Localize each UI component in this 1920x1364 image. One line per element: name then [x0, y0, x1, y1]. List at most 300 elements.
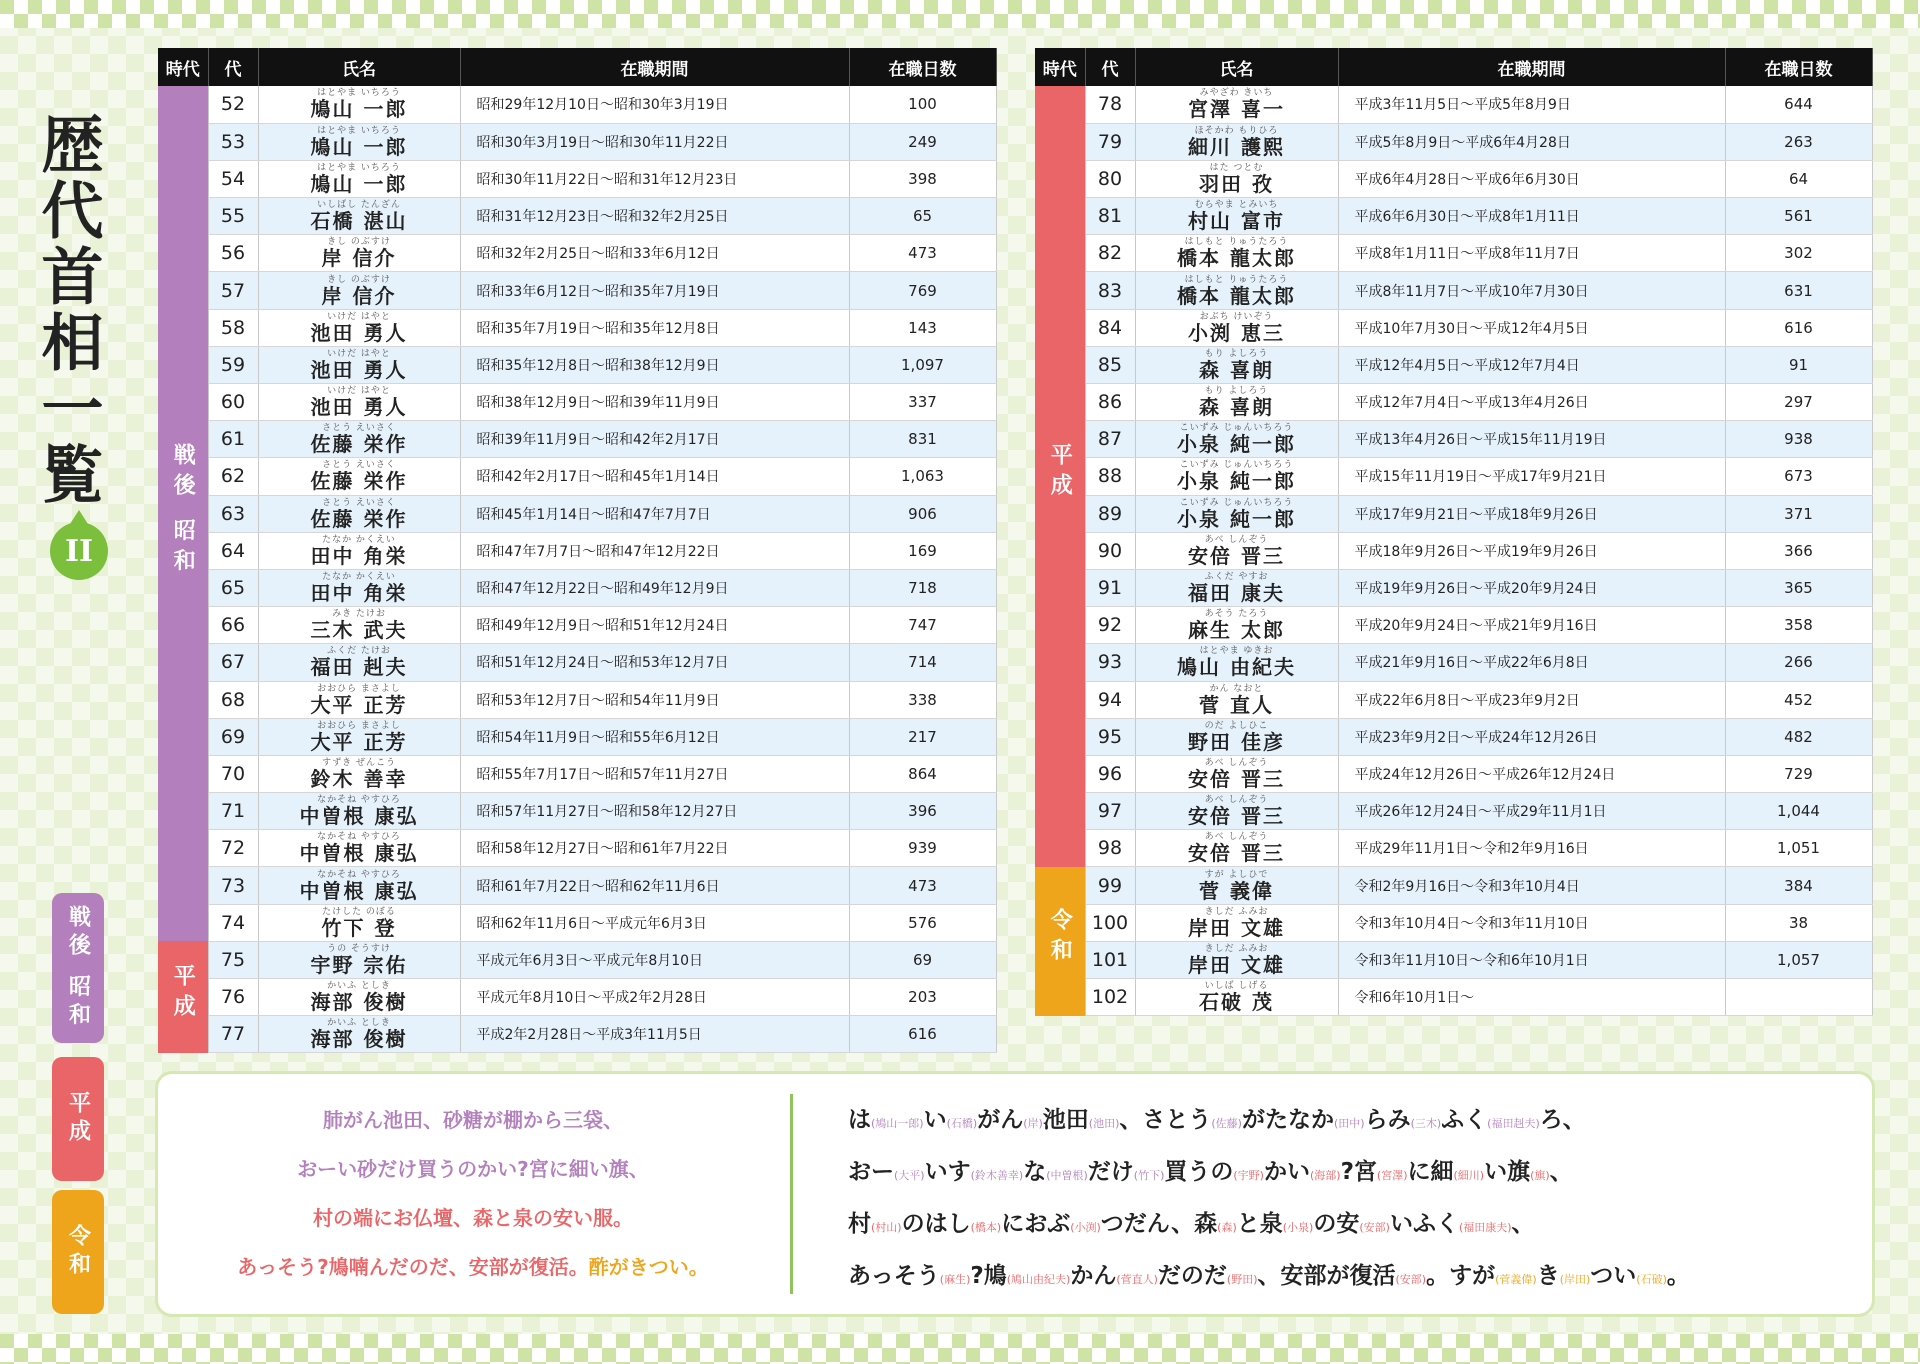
era-label: 令和: [1047, 908, 1073, 969]
column-header: 在職期間: [460, 48, 849, 86]
pm-kanji: 石破 茂: [1199, 990, 1274, 1015]
table-row: [1035, 123, 1872, 160]
pm-number: 71: [208, 793, 258, 830]
pm-number: 82: [1085, 235, 1135, 272]
pm-name: [1136, 200, 1338, 234]
pm-days: 69: [849, 941, 996, 978]
pm-days: 302: [1725, 235, 1872, 272]
pm-number: 59: [208, 346, 258, 383]
pm-kanji: 細川 護熙: [1188, 134, 1285, 159]
column-header: 時代: [158, 48, 208, 86]
pm-kanji: 橋本 龍太郎: [1177, 283, 1296, 308]
pm-reading: はた つとむ: [1209, 162, 1264, 173]
pm-name-cell: [1135, 198, 1338, 235]
table-row: [158, 607, 996, 644]
pm-name-cell: [1135, 86, 1338, 123]
table-row: [158, 718, 996, 755]
table-row: [1035, 718, 1872, 755]
pm-name: [259, 609, 460, 643]
breakdown-note: (菅義偉): [1495, 1273, 1537, 1286]
pm-kanji: 中曽根 康弘: [299, 878, 419, 903]
pm-term: 昭和42年2月17日〜昭和45年1月14日: [460, 458, 849, 495]
pm-number: 69: [208, 718, 258, 755]
table-row: [1035, 569, 1872, 606]
pm-number: 54: [208, 160, 258, 197]
pm-term: 平成26年12月24日〜平成29年11月1日: [1338, 793, 1725, 830]
mnemonic-panel: [158, 1074, 1872, 1314]
pm-name-cell: [258, 346, 460, 383]
pm-reading: あべ しんぞう: [1204, 795, 1269, 806]
pm-reading: おおひら まさよし: [317, 720, 401, 731]
pm-name-cell: [258, 86, 460, 123]
table-row: [1035, 495, 1872, 532]
breakdown-text: は: [848, 1107, 871, 1133]
breakdown-text: 、さとう: [1119, 1107, 1212, 1133]
breakdown-note: (中曽根): [1046, 1169, 1088, 1182]
pm-name: [1136, 832, 1338, 866]
pm-reading: きし のぶすけ: [327, 237, 391, 248]
column-header: 代: [1085, 48, 1135, 86]
pm-term: 昭和54年11月9日〜昭和55年6月12日: [460, 718, 849, 755]
table-row: [1035, 867, 1872, 904]
breakdown-note: (森): [1217, 1221, 1237, 1234]
left-pm-table: [158, 48, 997, 1053]
table-row: [158, 123, 996, 160]
pm-kanji: 鳩山 由紀夫: [1177, 655, 1296, 680]
pm-reading: いしばし たんざん: [317, 200, 401, 211]
table-row: [158, 681, 996, 718]
pm-days: 718: [849, 569, 996, 606]
pm-term: 平成元年6月3日〜平成元年8月10日: [460, 941, 849, 978]
era-label: 平成: [170, 964, 196, 1025]
pm-reading: たけした のぼる: [322, 906, 396, 917]
breakdown-note: (福田康夫): [1458, 1221, 1512, 1234]
pm-name: [259, 127, 460, 157]
breakdown-note: (小泉): [1282, 1221, 1314, 1234]
breakdown-text: ふく: [1441, 1107, 1488, 1133]
pm-number: 94: [1085, 681, 1135, 718]
pm-reading: たなか かくえい: [322, 534, 396, 545]
era-cell: [158, 86, 208, 941]
pm-reading: もり よしろう: [1204, 348, 1269, 359]
pm-term: 昭和61年7月22日〜昭和62年11月6日: [460, 867, 849, 904]
pm-reading: おぶち けいぞう: [1199, 311, 1274, 322]
breakdown-note: (野田): [1226, 1273, 1258, 1286]
pm-number: 78: [1085, 86, 1135, 123]
breakdown-line: [848, 1094, 1858, 1146]
table-row: [1035, 384, 1872, 421]
pm-term: 平成24年12月26日〜平成26年12月24日: [1338, 755, 1725, 792]
table-row: [158, 272, 996, 309]
pm-reading: ほそかわ もりひろ: [1194, 125, 1279, 136]
pm-reading: すずき ぜんこう: [322, 757, 396, 768]
pm-name-cell: [1135, 830, 1338, 867]
table-row: [1035, 272, 1872, 309]
checker-border-bottom: [0, 1334, 1920, 1364]
pm-number: 67: [208, 644, 258, 681]
pm-name: [1136, 572, 1338, 606]
breakdown-text: つい: [1590, 1263, 1637, 1289]
pm-name: [259, 722, 460, 752]
pm-days: 91: [1725, 346, 1872, 383]
pm-name: [1136, 759, 1338, 789]
pm-reading: あべ しんぞう: [1204, 832, 1269, 843]
breakdown-note: (小渕): [1070, 1221, 1101, 1234]
pm-days: 631: [1725, 272, 1872, 309]
pm-reading: いしば しげる: [1204, 981, 1269, 992]
header-row: [158, 48, 996, 86]
pm-number: 64: [208, 532, 258, 569]
pm-term: 昭和47年7月7日〜昭和47年12月22日: [460, 532, 849, 569]
pm-days: 644: [1725, 86, 1872, 123]
pm-name: [259, 685, 460, 715]
pm-reading: もり よしろう: [1204, 386, 1269, 397]
pm-name: [259, 795, 460, 829]
pm-name-cell: [1135, 755, 1338, 792]
pm-name: [1136, 164, 1338, 194]
pm-name-cell: [258, 495, 460, 532]
pm-reading: たなか かくえい: [322, 572, 396, 583]
pm-number: 90: [1085, 532, 1135, 569]
pm-reading: いけだ はやと: [327, 348, 391, 359]
pm-number: 80: [1085, 160, 1135, 197]
pm-number: 96: [1085, 755, 1135, 792]
pm-reading: みやざわ きいち: [1199, 88, 1274, 99]
pm-number: 52: [208, 86, 258, 123]
table-row: [158, 309, 996, 346]
breakdown-text: だけ: [1087, 1159, 1134, 1185]
header-row: [1035, 48, 1872, 86]
pm-kanji: 福田 赳夫: [310, 655, 408, 680]
pm-name: [1136, 127, 1338, 157]
right-pm-table: [1035, 48, 1873, 1016]
pm-number: 65: [208, 569, 258, 606]
pm-kanji: 橋本 龍太郎: [1177, 246, 1296, 271]
era-label: 戦後 昭和: [170, 442, 196, 579]
pm-days: 384: [1725, 867, 1872, 904]
breakdown-text: らみ: [1364, 1107, 1411, 1133]
table-row: [1035, 235, 1872, 272]
breakdown-text: ?鳩: [970, 1263, 1007, 1289]
pm-number: 93: [1085, 644, 1135, 681]
pm-days: 1,063: [849, 458, 996, 495]
verse-segment: 酢がきつい。: [588, 1255, 709, 1279]
pm-days: 938: [1725, 421, 1872, 458]
pm-reading: あべ しんぞう: [1204, 534, 1269, 545]
pm-name-cell: [258, 718, 460, 755]
table-row: [158, 644, 996, 681]
pm-name-cell: [1135, 867, 1338, 904]
pm-reading: さとう えいさく: [322, 460, 396, 471]
pm-name-cell: [1135, 718, 1338, 755]
pm-kanji: 大平 正芳: [310, 729, 408, 754]
pm-term: 昭和45年1月14日〜昭和47年7月7日: [460, 495, 849, 532]
mnemonic-breakdown: [848, 1094, 1858, 1302]
pm-term: 平成5年8月9日〜平成6年4月28日: [1338, 123, 1725, 160]
pm-number: 57: [208, 272, 258, 309]
era-cell: [1035, 86, 1085, 867]
pm-term: 昭和32年2月25日〜昭和33年6月12日: [460, 235, 849, 272]
pm-term: 昭和51年12月24日〜昭和53年12月7日: [460, 644, 849, 681]
table-row: [158, 1016, 996, 1053]
pm-days: 338: [849, 681, 996, 718]
pm-name: [259, 759, 460, 789]
pm-kanji: 森 喜朗: [1199, 395, 1274, 420]
breakdown-text: 、安部が復活: [1257, 1263, 1396, 1289]
pm-name-cell: [1135, 384, 1338, 421]
pm-number: 86: [1085, 384, 1135, 421]
pm-term: 平成21年9月16日〜平成22年6月8日: [1338, 644, 1725, 681]
breakdown-text: かん: [1070, 1263, 1117, 1289]
pm-term: 昭和58年12月27日〜昭和61年7月22日: [460, 830, 849, 867]
pm-days: 473: [849, 235, 996, 272]
breakdown-note: (田中): [1333, 1117, 1365, 1130]
verse-line: [158, 1243, 788, 1292]
pm-name: [1136, 276, 1338, 306]
breakdown-note: (橋本): [970, 1221, 1002, 1234]
era-cell: [1035, 867, 1085, 1016]
pm-number: 79: [1085, 123, 1135, 160]
breakdown-text: と泉: [1236, 1211, 1283, 1237]
pm-kanji: 鳩山 一郎: [310, 134, 408, 159]
pm-kanji: 小渕 恵三: [1188, 320, 1285, 345]
breakdown-note: (池田): [1088, 1117, 1120, 1130]
pm-kanji: 大平 正芳: [310, 692, 408, 717]
pm-name-cell: [1135, 607, 1338, 644]
pm-number: 68: [208, 681, 258, 718]
pm-days: 365: [1725, 569, 1872, 606]
table-row: [1035, 458, 1872, 495]
pm-name-cell: [258, 123, 460, 160]
pm-number: 101: [1085, 941, 1135, 978]
pm-term: 平成29年11月1日〜令和2年9月16日: [1338, 830, 1725, 867]
pm-term: 平成12年4月5日〜平成12年7月4日: [1338, 346, 1725, 383]
pm-reading: かん なおと: [1209, 683, 1264, 694]
table-row: [1035, 532, 1872, 569]
pm-name-cell: [258, 309, 460, 346]
breakdown-text: がん: [977, 1107, 1024, 1133]
pm-name-cell: [258, 569, 460, 606]
table-row: [158, 160, 996, 197]
breakdown-note: (鳩山一郎): [871, 1117, 924, 1130]
pm-reading: うの そうすけ: [327, 943, 391, 954]
pm-term: 昭和47年12月22日〜昭和49年12月9日: [460, 569, 849, 606]
pm-name-cell: [258, 904, 460, 941]
verse-line: 村の端にお仏壇、森と泉の安い服。: [313, 1206, 633, 1230]
table-row: [1035, 160, 1872, 197]
breakdown-text: の安: [1313, 1211, 1360, 1237]
pm-name-cell: [1135, 123, 1338, 160]
pm-days: 266: [1725, 644, 1872, 681]
breakdown-text: のはし: [901, 1211, 971, 1237]
pm-number: 85: [1085, 346, 1135, 383]
pm-kanji: 岸田 文雄: [1188, 952, 1285, 977]
legend-tab: 平成: [52, 1057, 104, 1181]
pm-number: 70: [208, 755, 258, 792]
pm-kanji: 佐藤 栄作: [310, 506, 408, 531]
pm-name-cell: [258, 830, 460, 867]
pm-name: [259, 536, 460, 566]
pm-reading: はとやま いちろう: [317, 162, 401, 173]
pm-number: 77: [208, 1016, 258, 1053]
breakdown-text: だのだ: [1157, 1263, 1227, 1289]
pm-days: 473: [849, 867, 996, 904]
pm-number: 84: [1085, 309, 1135, 346]
pm-number: 88: [1085, 458, 1135, 495]
breakdown-text: がたなか: [1241, 1107, 1334, 1133]
table-row: [1035, 607, 1872, 644]
pm-name: [259, 200, 460, 234]
pm-name-cell: [1135, 569, 1338, 606]
pm-name: [1136, 88, 1338, 122]
column-header: 在職日数: [849, 48, 996, 86]
pm-number: 75: [208, 941, 258, 978]
pm-days: 616: [849, 1016, 996, 1053]
pm-reading: きし のぶすけ: [327, 274, 391, 285]
pm-kanji: 宮澤 喜一: [1188, 97, 1285, 122]
pm-days: 65: [849, 198, 996, 235]
pm-name: [1136, 981, 1338, 1015]
pm-days: 358: [1725, 607, 1872, 644]
breakdown-note: (鳩山由紀夫): [1006, 1273, 1071, 1286]
pm-name: [1136, 460, 1338, 494]
pm-name: [1136, 646, 1338, 680]
pm-name-cell: [1135, 793, 1338, 830]
breakdown-text: あっそう: [848, 1263, 940, 1289]
table-row: [1035, 904, 1872, 941]
pm-term: 昭和55年7月17日〜昭和57年11月27日: [460, 755, 849, 792]
pm-reading: はとやま いちろう: [317, 88, 401, 99]
breakdown-text: な: [1023, 1159, 1047, 1185]
table-row: [158, 941, 996, 978]
breakdown-note: (三木): [1410, 1117, 1442, 1130]
pm-days: 452: [1725, 681, 1872, 718]
pm-term: 昭和62年11月6日〜平成元年6月3日: [460, 904, 849, 941]
legend-tab: 戦後 昭和: [52, 893, 104, 1043]
pm-kanji: 菅 義偉: [1199, 878, 1274, 903]
table-row: [1035, 644, 1872, 681]
breakdown-text: ろ、: [1539, 1107, 1586, 1133]
pm-term: 令和3年10月4日〜令和3年11月10日: [1338, 904, 1725, 941]
pm-number: 83: [1085, 272, 1135, 309]
pm-name-cell: [258, 198, 460, 235]
table-row: [1035, 86, 1872, 123]
breakdown-text: おー: [848, 1159, 894, 1185]
pm-name: [1136, 536, 1338, 566]
table-row: [1035, 681, 1872, 718]
breakdown-note: (岸田): [1559, 1273, 1591, 1286]
pm-name: [259, 572, 460, 606]
table-row: [158, 793, 996, 830]
pm-name: [1136, 908, 1338, 938]
pm-name-cell: [1135, 421, 1338, 458]
table-row: [158, 979, 996, 1016]
pm-days: 203: [849, 979, 996, 1016]
table-row: [1035, 830, 1872, 867]
pm-term: 昭和29年12月10日〜昭和30年3月19日: [460, 86, 849, 123]
pm-name: [1136, 386, 1338, 420]
pm-term: 平成6年4月28日〜平成6年6月30日: [1338, 160, 1725, 197]
pm-name: [259, 1018, 460, 1052]
breakdown-note: (竹下): [1133, 1169, 1165, 1182]
pm-name: [1136, 685, 1338, 715]
checker-border-top: [0, 0, 1920, 28]
pm-days: 143: [849, 309, 996, 346]
pm-name-cell: [258, 235, 460, 272]
pm-number: 73: [208, 867, 258, 904]
pm-term: 昭和49年12月9日〜昭和51年12月24日: [460, 607, 849, 644]
pm-days: 939: [849, 830, 996, 867]
pm-kanji: 森 喜朗: [1199, 357, 1274, 382]
pm-name-cell: [1135, 644, 1338, 681]
breakdown-text: いふく: [1389, 1211, 1459, 1237]
pm-term: 平成10年7月30日〜平成12年4月5日: [1338, 309, 1725, 346]
pm-name: [259, 871, 460, 901]
pm-reading: むらやま とみいち: [1194, 200, 1279, 211]
pm-number: 58: [208, 309, 258, 346]
breakdown-text: いす: [924, 1159, 971, 1185]
pm-name-cell: [258, 384, 460, 421]
pm-days: 616: [1725, 309, 1872, 346]
panel-divider: [790, 1094, 793, 1294]
pm-days: 831: [849, 421, 996, 458]
pm-name-cell: [1135, 904, 1338, 941]
pm-days: 576: [849, 904, 996, 941]
pm-kanji: 小泉 純一郎: [1177, 506, 1296, 531]
pm-days: 263: [1725, 123, 1872, 160]
pm-kanji: 池田 勇人: [310, 395, 408, 420]
pm-name-cell: [258, 421, 460, 458]
breakdown-text: に細: [1407, 1159, 1454, 1185]
pm-number: 98: [1085, 830, 1135, 867]
pm-kanji: 佐藤 栄作: [310, 469, 408, 494]
pm-kanji: 麻生 太郎: [1188, 618, 1285, 643]
pm-number: 92: [1085, 607, 1135, 644]
table-row: [158, 495, 996, 532]
pm-days: 906: [849, 495, 996, 532]
pm-days: 366: [1725, 532, 1872, 569]
pm-term: 昭和30年11月22日〜昭和31年12月23日: [460, 160, 849, 197]
pm-term: 平成23年9月2日〜平成24年12月26日: [1338, 718, 1725, 755]
pm-name: [1136, 945, 1338, 975]
pm-name-cell: [258, 272, 460, 309]
pm-name-cell: [1135, 272, 1338, 309]
pm-kanji: 菅 直人: [1199, 692, 1274, 717]
pm-kanji: 小泉 純一郎: [1177, 432, 1296, 457]
pm-name: [259, 276, 460, 306]
pm-reading: なかそね やすひろ: [317, 795, 401, 806]
pm-days: 747: [849, 607, 996, 644]
pm-name: [259, 237, 460, 271]
pm-reading: すが よしひで: [1204, 869, 1269, 880]
table-row: [158, 867, 996, 904]
breakdown-text: 、: [1549, 1159, 1573, 1185]
pm-name: [1136, 499, 1338, 529]
pm-name-cell: [258, 793, 460, 830]
breakdown-note: (宇野): [1233, 1169, 1264, 1182]
pm-term: 令和2年9月16日〜令和3年10月4日: [1338, 867, 1725, 904]
pm-name-cell: [258, 979, 460, 1016]
pm-number: 81: [1085, 198, 1135, 235]
pm-term: 昭和35年12月8日〜昭和38年12月9日: [460, 346, 849, 383]
pm-days: 217: [849, 718, 996, 755]
table-row: [158, 346, 996, 383]
table-row: [1035, 793, 1872, 830]
column-header: 氏名: [1135, 48, 1338, 86]
pm-reading: みき たけお: [332, 609, 386, 620]
pm-kanji: 三木 武夫: [310, 618, 408, 643]
pm-kanji: 岸 信介: [321, 246, 397, 271]
